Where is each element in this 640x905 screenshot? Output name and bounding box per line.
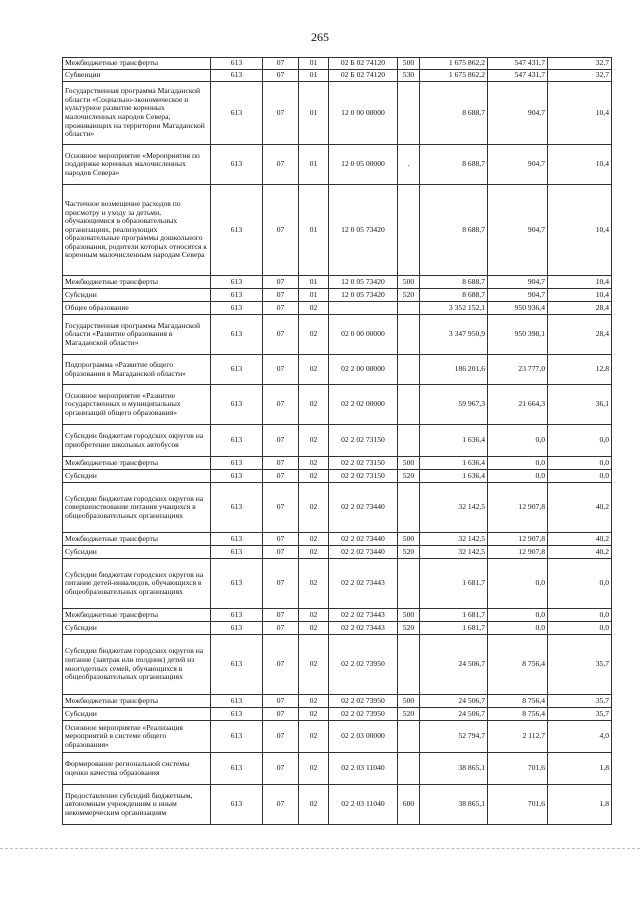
row-name: Межбюджетные трансферты xyxy=(63,695,211,708)
table-row xyxy=(63,470,612,483)
row-name: Межбюджетные трансферты xyxy=(63,609,211,622)
row-name: Субсидии бюджетам городских округов на питание (завтрак или полдник) детей из многодетных семей, обучающихся в общеобразовательных организациях xyxy=(63,635,211,695)
subsection-code: 02 xyxy=(299,385,329,425)
expense-type: 520 xyxy=(398,470,420,483)
target-article: 12 0 00 00000 xyxy=(329,82,398,145)
section-code: 07 xyxy=(263,721,299,753)
section-code: 07 xyxy=(263,635,299,695)
scan-artifact-line xyxy=(0,848,640,849)
subsection-code: 02 xyxy=(299,355,329,385)
executed-amount: 2 112,7 xyxy=(488,721,548,753)
approved-amount: 32 142,5 xyxy=(420,533,488,546)
target-article: 02 2 02 73443 xyxy=(329,559,398,609)
approved-amount: 186 201,6 xyxy=(420,355,488,385)
ministry-code: 613 xyxy=(211,559,263,609)
execution-percent: 40,2 xyxy=(548,546,612,559)
approved-amount: 1 636,4 xyxy=(420,457,488,470)
execution-percent: 10,4 xyxy=(548,145,612,185)
approved-amount: 38 865,1 xyxy=(420,785,488,825)
table-body xyxy=(63,58,612,825)
ministry-code: 613 xyxy=(211,546,263,559)
ministry-code: 613 xyxy=(211,753,263,785)
target-article: 02 Б 02 74120 xyxy=(329,58,398,70)
section-code: 07 xyxy=(263,425,299,457)
execution-percent: 4,0 xyxy=(548,721,612,753)
executed-amount: 950 936,4 xyxy=(488,302,548,315)
execution-percent: 0,0 xyxy=(548,559,612,609)
expense-type: 500 xyxy=(398,609,420,622)
section-code: 07 xyxy=(263,609,299,622)
executed-amount: 701,6 xyxy=(488,753,548,785)
budget-table xyxy=(62,57,612,825)
executed-amount: 904,7 xyxy=(488,276,548,289)
target-article: 02 2 02 73950 xyxy=(329,708,398,721)
expense-type xyxy=(398,753,420,785)
executed-amount: 0,0 xyxy=(488,425,548,457)
approved-amount: 38 865,1 xyxy=(420,753,488,785)
target-article: 12 0 05 73420 xyxy=(329,289,398,302)
executed-amount: 0,0 xyxy=(488,559,548,609)
table-row xyxy=(63,385,612,425)
row-name: Субсидии xyxy=(63,470,211,483)
section-code: 07 xyxy=(263,355,299,385)
ministry-code: 613 xyxy=(211,622,263,635)
target-article: 02 2 02 73150 xyxy=(329,457,398,470)
target-article: 02 2 02 73150 xyxy=(329,425,398,457)
table-row xyxy=(63,721,612,753)
approved-amount: 8 688,7 xyxy=(420,289,488,302)
expense-type xyxy=(398,425,420,457)
approved-amount: 52 794,7 xyxy=(420,721,488,753)
executed-amount: 8 756,4 xyxy=(488,695,548,708)
expense-type: 520 xyxy=(398,708,420,721)
table-row xyxy=(63,559,612,609)
approved-amount: 1 675 862,2 xyxy=(420,58,488,70)
section-code: 07 xyxy=(263,457,299,470)
expense-type xyxy=(398,82,420,145)
target-article: 02 2 03 00000 xyxy=(329,721,398,753)
subsection-code: 02 xyxy=(299,457,329,470)
expense-type xyxy=(398,721,420,753)
execution-percent: 40,2 xyxy=(548,533,612,546)
subsection-code: 02 xyxy=(299,315,329,355)
subsection-code: 01 xyxy=(299,82,329,145)
expense-type: 500 xyxy=(398,276,420,289)
expense-type xyxy=(398,559,420,609)
expense-type: 520 xyxy=(398,546,420,559)
executed-amount: 547 431,7 xyxy=(488,58,548,70)
expense-type: 530 xyxy=(398,70,420,82)
approved-amount: 1 636,4 xyxy=(420,470,488,483)
expense-type: . xyxy=(398,145,420,185)
ministry-code: 613 xyxy=(211,708,263,721)
section-code: 07 xyxy=(263,546,299,559)
executed-amount: 0,0 xyxy=(488,609,548,622)
expense-type xyxy=(398,385,420,425)
target-article: 02 2 02 73150 xyxy=(329,470,398,483)
table-row xyxy=(63,753,612,785)
target-article: 02 2 03 11040 xyxy=(329,753,398,785)
approved-amount: 32 142,5 xyxy=(420,483,488,533)
approved-amount: 1 675 862,2 xyxy=(420,70,488,82)
target-article: 02 2 03 11040 xyxy=(329,785,398,825)
executed-amount: 12 907,8 xyxy=(488,533,548,546)
target-article: 12 0 05 73420 xyxy=(329,276,398,289)
subsection-code: 02 xyxy=(299,753,329,785)
ministry-code: 613 xyxy=(211,635,263,695)
executed-amount: 904,7 xyxy=(488,145,548,185)
subsection-code: 01 xyxy=(299,276,329,289)
approved-amount: 8 688,7 xyxy=(420,145,488,185)
expense-type: 520 xyxy=(398,289,420,302)
section-code: 07 xyxy=(263,70,299,82)
target-article: 02 2 00 00000 xyxy=(329,355,398,385)
ministry-code: 613 xyxy=(211,82,263,145)
table-row xyxy=(63,276,612,289)
section-code: 07 xyxy=(263,276,299,289)
section-code: 07 xyxy=(263,82,299,145)
row-name: Основное мероприятие «Развитие государственных и муниципальных организаций общего образования» xyxy=(63,385,211,425)
expense-type xyxy=(398,185,420,276)
ministry-code: 613 xyxy=(211,425,263,457)
ministry-code: 613 xyxy=(211,315,263,355)
table-row xyxy=(63,145,612,185)
target-article: 02 2 02 73950 xyxy=(329,695,398,708)
section-code: 07 xyxy=(263,289,299,302)
executed-amount: 8 756,4 xyxy=(488,635,548,695)
subsection-code: 01 xyxy=(299,58,329,70)
executed-amount: 950 398,1 xyxy=(488,315,548,355)
row-name: Субсидии бюджетам городских округов на приобретение школьных автобусов xyxy=(63,425,211,457)
subsection-code: 01 xyxy=(299,289,329,302)
section-code: 07 xyxy=(263,185,299,276)
ministry-code: 613 xyxy=(211,721,263,753)
row-name: Основное мероприятие «Реализация мероприятий в системе общего образования» xyxy=(63,721,211,753)
page-number: 265 xyxy=(311,30,329,44)
section-code: 07 xyxy=(263,470,299,483)
row-name: Субсидии xyxy=(63,708,211,721)
row-name: Подпрограмма «Развитие общего образования в Магаданской области» xyxy=(63,355,211,385)
executed-amount: 547 431,7 xyxy=(488,70,548,82)
approved-amount: 24 506,7 xyxy=(420,635,488,695)
subsection-code: 02 xyxy=(299,708,329,721)
row-name: Субсидии xyxy=(63,289,211,302)
target-article: 02 2 02 73950 xyxy=(329,635,398,695)
section-code: 07 xyxy=(263,483,299,533)
approved-amount: 1 681,7 xyxy=(420,622,488,635)
expense-type xyxy=(398,355,420,385)
execution-percent: 32,7 xyxy=(548,70,612,82)
expense-type xyxy=(398,483,420,533)
section-code: 07 xyxy=(263,559,299,609)
expense-type: 600 xyxy=(398,785,420,825)
table-row xyxy=(63,70,612,82)
target-article: 02 2 02 73440 xyxy=(329,483,398,533)
execution-percent: 35,7 xyxy=(548,635,612,695)
executed-amount: 12 907,8 xyxy=(488,546,548,559)
ministry-code: 613 xyxy=(211,785,263,825)
execution-percent: 0,0 xyxy=(548,622,612,635)
subsection-code: 01 xyxy=(299,70,329,82)
subsection-code: 02 xyxy=(299,785,329,825)
executed-amount: 0,0 xyxy=(488,457,548,470)
target-article: 02 2 02 73440 xyxy=(329,533,398,546)
row-name: Межбюджетные трансферты xyxy=(63,533,211,546)
subsection-code: 02 xyxy=(299,470,329,483)
expense-type xyxy=(398,315,420,355)
approved-amount: 3 352 152,1 xyxy=(420,302,488,315)
ministry-code: 613 xyxy=(211,145,263,185)
target-article: 02 2 02 73443 xyxy=(329,609,398,622)
target-article: 02 2 02 73440 xyxy=(329,546,398,559)
table-row xyxy=(63,355,612,385)
ministry-code: 613 xyxy=(211,355,263,385)
approved-amount: 59 967,3 xyxy=(420,385,488,425)
target-article: 12 0 05 73420 xyxy=(329,185,398,276)
ministry-code: 613 xyxy=(211,457,263,470)
row-name: Государственная программа Магаданской области «Развитие образования в Магаданской области» xyxy=(63,315,211,355)
executed-amount: 0,0 xyxy=(488,470,548,483)
execution-percent: 1,8 xyxy=(548,785,612,825)
table-row xyxy=(63,622,612,635)
approved-amount: 1 681,7 xyxy=(420,559,488,609)
ministry-code: 613 xyxy=(211,609,263,622)
subsection-code: 02 xyxy=(299,635,329,695)
table-row xyxy=(63,425,612,457)
execution-percent: 35,7 xyxy=(548,695,612,708)
expense-type xyxy=(398,302,420,315)
ministry-code: 613 xyxy=(211,483,263,533)
subsection-code: 01 xyxy=(299,145,329,185)
ministry-code: 613 xyxy=(211,302,263,315)
section-code: 07 xyxy=(263,695,299,708)
row-name: Основное мероприятие «Мероприятия по поддержке коренных малочисленных народов Севера» xyxy=(63,145,211,185)
section-code: 07 xyxy=(263,533,299,546)
ministry-code: 613 xyxy=(211,533,263,546)
section-code: 07 xyxy=(263,145,299,185)
table-row xyxy=(63,457,612,470)
executed-amount: 8 756,4 xyxy=(488,708,548,721)
row-name: Субсидии xyxy=(63,546,211,559)
execution-percent: 35,7 xyxy=(548,708,612,721)
expense-type: 520 xyxy=(398,622,420,635)
executed-amount: 21 664,3 xyxy=(488,385,548,425)
executed-amount: 904,7 xyxy=(488,185,548,276)
table-row xyxy=(63,533,612,546)
executed-amount: 0,0 xyxy=(488,622,548,635)
execution-percent: 32,7 xyxy=(548,58,612,70)
table-row xyxy=(63,82,612,145)
ministry-code: 613 xyxy=(211,70,263,82)
row-name: Субвенции xyxy=(63,70,211,82)
subsection-code: 02 xyxy=(299,425,329,457)
execution-percent: 28,4 xyxy=(548,315,612,355)
table-row xyxy=(63,609,612,622)
execution-percent: 40,2 xyxy=(548,483,612,533)
row-name: Субсидии xyxy=(63,622,211,635)
ministry-code: 613 xyxy=(211,470,263,483)
subsection-code: 02 xyxy=(299,302,329,315)
section-code: 07 xyxy=(263,385,299,425)
target-article: 02 Б 02 74120 xyxy=(329,70,398,82)
approved-amount: 8 688,7 xyxy=(420,82,488,145)
row-name: Межбюджетные трансферты xyxy=(63,58,211,70)
expense-type xyxy=(398,635,420,695)
executed-amount: 12 907,8 xyxy=(488,483,548,533)
execution-percent: 0,0 xyxy=(548,609,612,622)
row-name: Субсидии бюджетам городских округов на совершенствование питания учащихся в общеобразовательных организациях xyxy=(63,483,211,533)
subsection-code: 02 xyxy=(299,483,329,533)
approved-amount: 24 506,7 xyxy=(420,695,488,708)
target-article xyxy=(329,302,398,315)
execution-percent: 10,4 xyxy=(548,289,612,302)
expense-type: 500 xyxy=(398,457,420,470)
section-code: 07 xyxy=(263,302,299,315)
approved-amount: 1 681,7 xyxy=(420,609,488,622)
execution-percent: 28,4 xyxy=(548,302,612,315)
table-row xyxy=(63,58,612,70)
ministry-code: 613 xyxy=(211,276,263,289)
execution-percent: 0,0 xyxy=(548,425,612,457)
table-row xyxy=(63,785,612,825)
subsection-code: 02 xyxy=(299,533,329,546)
approved-amount: 32 142,5 xyxy=(420,546,488,559)
target-article: 02 0 00 00000 xyxy=(329,315,398,355)
section-code: 07 xyxy=(263,315,299,355)
row-name: Формирование региональной системы оценки качества образования xyxy=(63,753,211,785)
approved-amount: 1 636,4 xyxy=(420,425,488,457)
ministry-code: 613 xyxy=(211,385,263,425)
table-row xyxy=(63,708,612,721)
table-row xyxy=(63,635,612,695)
approved-amount: 3 347 950,9 xyxy=(420,315,488,355)
section-code: 07 xyxy=(263,753,299,785)
table-row xyxy=(63,302,612,315)
table-row xyxy=(63,546,612,559)
execution-percent: 10,4 xyxy=(548,185,612,276)
row-name: Межбюджетные трансферты xyxy=(63,276,211,289)
ministry-code: 613 xyxy=(211,695,263,708)
subsection-code: 02 xyxy=(299,622,329,635)
table-row xyxy=(63,483,612,533)
execution-percent: 12,8 xyxy=(548,355,612,385)
approved-amount: 8 688,7 xyxy=(420,276,488,289)
expense-type: 500 xyxy=(398,695,420,708)
expense-type: 500 xyxy=(398,58,420,70)
subsection-code: 02 xyxy=(299,609,329,622)
executed-amount: 904,7 xyxy=(488,289,548,302)
row-name: Субсидии бюджетам городских округов на питание детей-инвалидов, обучающихся в общеобразовательных организациях xyxy=(63,559,211,609)
ministry-code: 613 xyxy=(211,58,263,70)
subsection-code: 02 xyxy=(299,721,329,753)
table-row xyxy=(63,695,612,708)
execution-percent: 0,0 xyxy=(548,470,612,483)
subsection-code: 02 xyxy=(299,546,329,559)
row-name: Межбюджетные трансферты xyxy=(63,457,211,470)
target-article: 02 2 02 00000 xyxy=(329,385,398,425)
executed-amount: 23 777,0 xyxy=(488,355,548,385)
subsection-code: 02 xyxy=(299,559,329,609)
table-row xyxy=(63,315,612,355)
approved-amount: 8 688,7 xyxy=(420,185,488,276)
execution-percent: 36,1 xyxy=(548,385,612,425)
table-row xyxy=(63,289,612,302)
expense-type: 500 xyxy=(398,533,420,546)
execution-percent: 10,4 xyxy=(548,82,612,145)
section-code: 07 xyxy=(263,622,299,635)
section-code: 07 xyxy=(263,785,299,825)
executed-amount: 701,6 xyxy=(488,785,548,825)
row-name: Частичное возмещение расходов по присмотру и уходу за детьми, обучающимися в образовательных организациях, реализующих образовательные программы дошкольного образования, родители которых относятся к коренным малочисленным народам Севера xyxy=(63,185,211,276)
approved-amount: 24 506,7 xyxy=(420,708,488,721)
table-row xyxy=(63,185,612,276)
executed-amount: 904,7 xyxy=(488,82,548,145)
ministry-code: 613 xyxy=(211,289,263,302)
row-name: Общее образование xyxy=(63,302,211,315)
subsection-code: 01 xyxy=(299,185,329,276)
ministry-code: 613 xyxy=(211,185,263,276)
target-article: 02 2 02 73443 xyxy=(329,622,398,635)
target-article: 12 0 05 00000 xyxy=(329,145,398,185)
subsection-code: 02 xyxy=(299,695,329,708)
execution-percent: 10,4 xyxy=(548,276,612,289)
section-code: 07 xyxy=(263,58,299,70)
execution-percent: 1,8 xyxy=(548,753,612,785)
execution-percent: 0,0 xyxy=(548,457,612,470)
row-name: Государственная программа Магаданской области «Социально-экономическое и культурное развитие коренных малочисленных народов Севера, проживающих на территории Магаданской области» xyxy=(63,82,211,145)
section-code: 07 xyxy=(263,708,299,721)
row-name: Предоставление субсидий бюджетным, автономным учреждениям и иным некоммерческим организациям xyxy=(63,785,211,825)
